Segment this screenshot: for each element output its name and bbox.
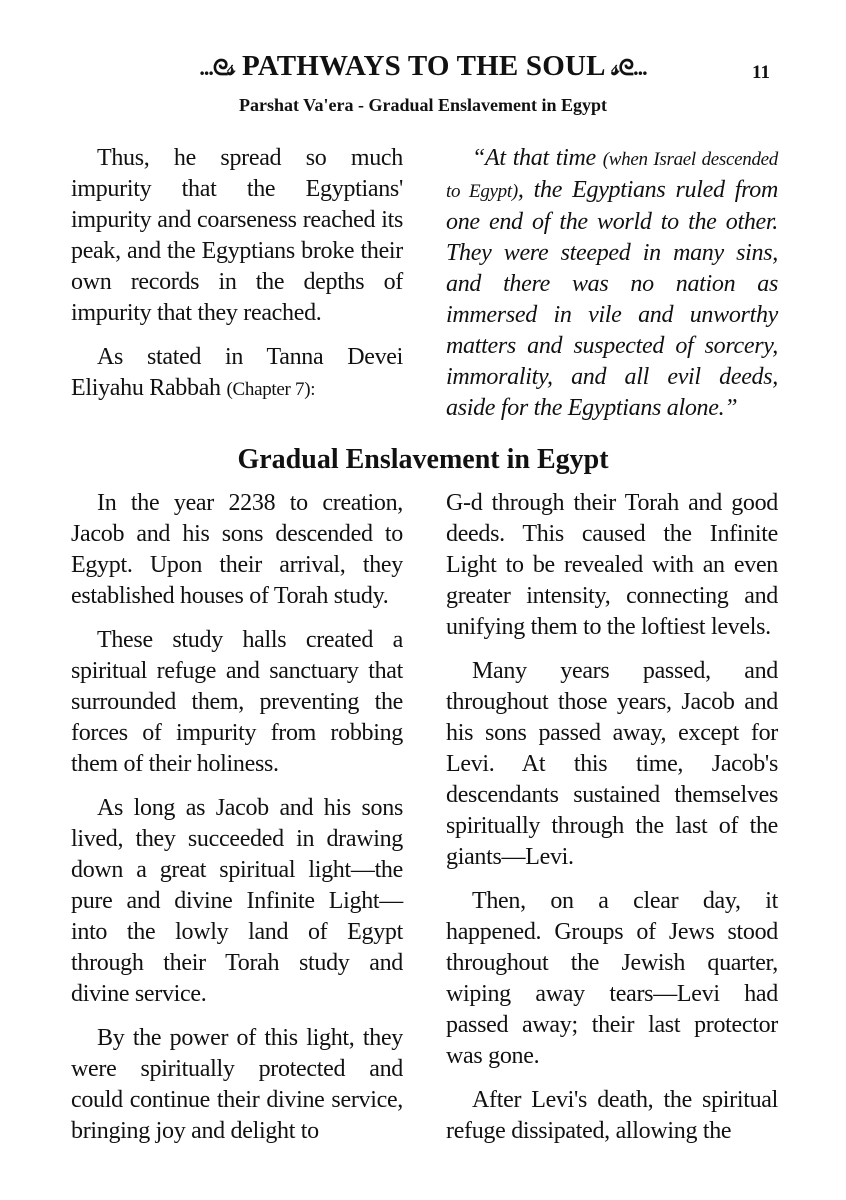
paragraph: Then, on a clear day, it happened. Groups of Jews stood throughout the Jewish quarter, wiping away tears—Levi had passed away; their last protector was gone. [446, 888, 778, 1069]
right-column [446, 488, 778, 1160]
book-title: PATHWAYS TO THE SOUL [241, 50, 605, 82]
left-column [71, 488, 403, 1160]
paragraph: After Levi's death, the spiritual refuge dissipated, allowing the [446, 1087, 778, 1144]
paragraph: G-d through their Torah and good deeds. This caused the Infinite Light to be revealed with an even greater intensity, connecting and unifying them to the loftiest levels. [446, 490, 778, 640]
quote-paragraph [446, 143, 778, 424]
paragraph: These study halls created a spiritual refuge and sanctuary that surrounded them, preventing the forces of impurity from robbing them of their holiness. [71, 627, 403, 777]
chapter-reference: (Chapter 7): [226, 379, 316, 400]
quote-text: “At that time [472, 145, 603, 171]
paragraph: Many years passed, and throughout those years, Jacob and his sons passed away, except for Levi. At this time, Jacob's descendants sustained themselves spiritually through the last of the giants—Levi. [446, 658, 778, 870]
top-left-column [71, 143, 403, 418]
quote-text: , the Egyptians ruled from one end of the world to the other. They were steeped in many sins, and there was no nation as immersed in vile and unworthy matters and suspected of sorcery, immorality, and all evil deeds, aside for the Egyptians alone.” [446, 177, 778, 421]
paragraph: By the power of this light, they were spiritually protected and could continue their divine service, bringing joy and delight to [71, 1025, 403, 1144]
paragraph: Thus, he spread so much impurity that the Egyptians' impurity and coarseness reached its peak, and the Egyptians broke their own records in the depths of impurity that they reached. [71, 145, 403, 326]
chapter-subtitle: Parshat Va'era - Gradual Enslavement in Egypt [238, 95, 608, 115]
paragraph: As long as Jacob and his sons lived, they succeeded in drawing down a great spiritual light—the pure and divine Infinite Light—into the lowly land of Egypt through their Torah study and divine service. [71, 795, 403, 1007]
ornament-right-icon: 𝓈ᘓ... [611, 55, 647, 80]
paragraph: In the year 2238 to creation, Jacob and his sons descended to Egypt. Upon their arrival, they established houses of Torah study. [71, 490, 403, 609]
section-heading: Gradual Enslavement in Egypt [237, 444, 609, 475]
running-header [0, 50, 846, 83]
quote-parenthetical: (when Israel descended to Egypt) [446, 149, 778, 202]
top-right-quote [446, 143, 778, 437]
paragraph [71, 342, 403, 405]
paragraph-text: As stated in Tanna Devei Eliyahu Rabbah [71, 344, 403, 401]
ornament-left-icon: ...ᘓ𝓈 [199, 55, 235, 80]
page-number: 11 [752, 62, 770, 83]
